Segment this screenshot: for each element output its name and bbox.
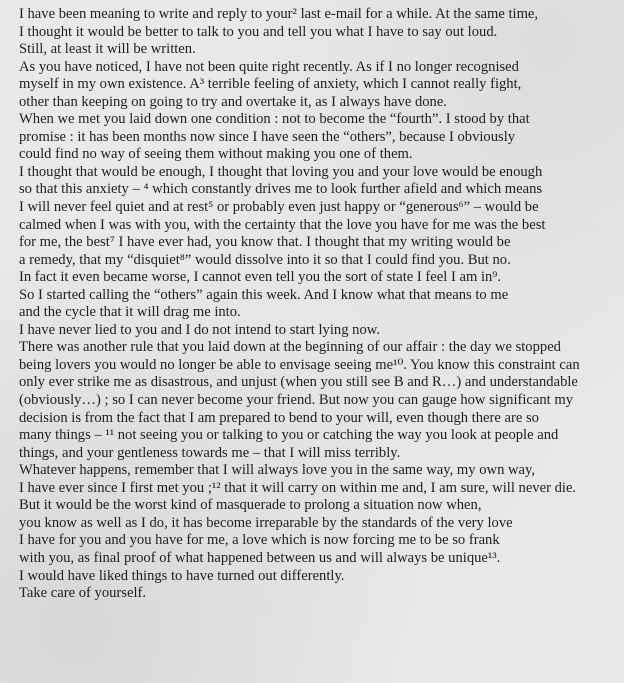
letter-line: Whatever happens, remember that I will always love you in the same way, my own way, — [19, 462, 536, 479]
letter-line: many things – ¹¹ not seeing you or talking to you or catching the way you look at people and — [19, 427, 559, 444]
letter-line: things, and your gentleness towards me – that I will miss terribly. — [19, 444, 401, 461]
letter-line: I will never feel quiet and at rest⁵ or probably even just happy or “generous⁶” – would be — [19, 199, 539, 216]
letter-line: But it would be the worst kind of masquerade to prolong a situation now when, — [19, 497, 482, 514]
letter-line: myself in my own existence. A³ terrible feeling of anxiety, which I cannot really fight, — [19, 76, 522, 93]
letter-line: So I started calling the “others” again this week. And I know what that means to me — [19, 286, 509, 303]
letter-line: As you have noticed, I have not been quite right recently. As if I no longer recognised — [19, 58, 519, 75]
letter-line: Still, at least it will be written. — [19, 41, 196, 58]
letter-line: I thought it would be better to talk to you and tell you what I have to say out loud. — [19, 23, 498, 40]
letter-line: When we met you laid down one condition : not to become the “fourth”. I stood by that — [19, 111, 530, 128]
letter-line: Take care of yourself. — [19, 585, 147, 602]
letter-line: you know as well as I do, it has become irreparable by the standards of the very love — [19, 514, 513, 531]
letter-line: other than keeping on going to try and overtake it, as I always have done. — [19, 93, 447, 110]
letter-line: being lovers you would no longer be able to envisage seeing me¹⁰. You know this constraint can — [19, 356, 580, 373]
letter-line: I would have liked things to have turned out differently. — [19, 567, 345, 584]
letter-line: and the cycle that it will drag me into. — [19, 304, 241, 321]
letter-line: I thought that would be enough, I thought that loving you and your love would be enough — [19, 163, 543, 180]
letter-line: for me, the best⁷ I have ever had, you know that. I thought that my writing would be — [19, 234, 511, 251]
letter-line: decision is from the fact that I am prepared to bend to your will, even though there are so — [19, 409, 539, 426]
letter-line: so that this anxiety – ⁴ which constantly drives me to look further afield and which means — [19, 181, 543, 198]
letter-line: There was another rule that you laid down at the beginning of our affair : the day we stopped — [19, 339, 561, 356]
letter-line: (obviously…) ; so I can never become your friend. But now you can gauge how significant my — [19, 392, 574, 409]
letter-line: I have for you and you have for me, a love which is now forcing me to be so frank — [19, 532, 500, 549]
letter-line: I have been meaning to write and reply to your² last e-mail for a while. At the same time, — [19, 6, 539, 22]
letter-line: In fact it even became worse, I cannot even tell you the sort of state I feel I am in⁹. — [19, 269, 502, 286]
letter-line: with you, as final proof of what happened between us and will always be unique¹³. — [19, 549, 501, 566]
letter-line: promise : it has been months now since I have seen the “others”, because I obviously — [19, 128, 516, 145]
letter-line: calmed when I was with you, with the certainty that the love you have for me was the best — [19, 216, 546, 233]
letter-line: I have never lied to you and I do not intend to start lying now. — [19, 321, 380, 338]
letter-line: only ever strike me as disastrous, and unjust (when you still see B and R…) and understandable — [19, 374, 578, 391]
letter-text — [19, 6, 621, 603]
letter-line: a remedy, that my “disquiet⁸” would dissolve into it so that I could find you. But no. — [19, 251, 511, 268]
letter-line: I have ever since I first met you ;¹² that it will carry on within me and, I am sure, will never die. — [19, 479, 577, 496]
letter-line: could find no way of seeing them without making you one of them. — [19, 146, 413, 163]
